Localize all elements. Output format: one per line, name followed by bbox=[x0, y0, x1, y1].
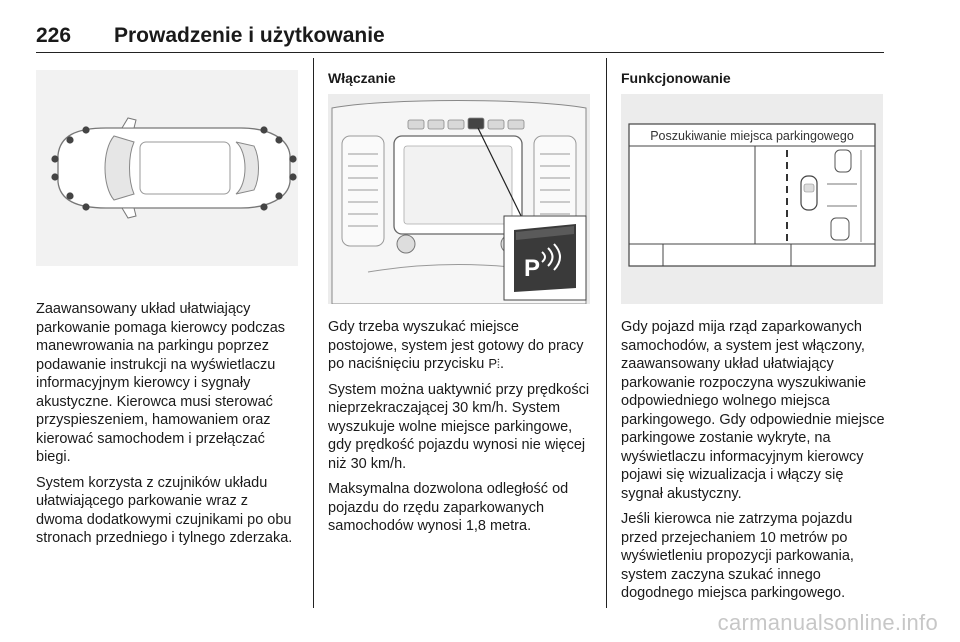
paragraph: System można uaktywnić przy prędkości nieprzekraczającej 30 km/h. System wyszukuje wolne miejsce parkingowe, gdy prędkość pojazdu wynosi nie więcej niż 30 km/h. bbox=[328, 381, 590, 472]
page-number: 226 bbox=[36, 24, 72, 47]
figure-driver-display bbox=[621, 94, 883, 304]
chapter-title: Prowadzenie i użytkowanie bbox=[114, 24, 385, 47]
column-divider bbox=[606, 58, 607, 608]
car-top-view-illustration bbox=[36, 70, 298, 266]
paragraph: Maksymalna dozwolona odległość od pojazdu do rzędu zaparkowanych samochodów wynosi 1,8 metra. bbox=[328, 481, 569, 534]
paragraph-end: . bbox=[499, 356, 505, 372]
page-header bbox=[36, 22, 884, 53]
watermark: carmanualsonline.info bbox=[717, 610, 938, 635]
display-illustration bbox=[621, 94, 883, 304]
paragraph-text: Gdy trzeba wyszukać miejsce postojowe, system jest gotowy do pracy po naciśnięciu przycisku bbox=[328, 319, 584, 372]
text-block bbox=[328, 318, 590, 536]
text-block bbox=[36, 300, 298, 548]
column-divider bbox=[313, 58, 314, 608]
parking-assist-icon: P⦙ bbox=[488, 356, 500, 371]
column-parking-sensors bbox=[36, 58, 298, 555]
paragraph: Gdy pojazd mija rząd zaparkowanych samochodów, a system jest włączony, zaawansowany układ ułatwiający parkowanie rozpoczyna wyszukiwanie odpowiedniego wolnego miejsca parkingowego. Gdy odpowiednie miejsce parkingowe zostanie wykryte, na wyświetlaczu informacyjnym kierowcy pojawi się wizualizacja i włączy się sygnał akustyczny. bbox=[621, 319, 885, 502]
section-heading: Włączanie bbox=[328, 70, 396, 86]
paragraph bbox=[328, 318, 590, 374]
column-function bbox=[621, 58, 885, 610]
column-activation bbox=[328, 58, 590, 543]
section-heading: Funkcjonowanie bbox=[621, 70, 731, 86]
paragraph: System korzysta z czujników układu ułatwiającego parkowanie wraz z dwoma dodatkowymi czujnikami po obu stronach przedniego i tylnego zderzaka. bbox=[36, 474, 293, 546]
figure-car-sensors bbox=[36, 70, 298, 266]
park-assist-button-label: P bbox=[524, 255, 541, 282]
display-title: Poszukiwanie miejsca parkingowego bbox=[650, 129, 854, 143]
figure-dashboard-button bbox=[328, 94, 590, 304]
paragraph: Zaawansowany układ ułatwiający parkowanie pomaga kierowcy podczas manewrowania na parkingu poprzez podawanie instrukcji na wyświetlaczu informacyjnym kierowcy i sygnały akustyczne. Kierowca musi sterować przyspieszeniem, hamowaniem oraz kierować samochodem i przełączać biegi. bbox=[36, 301, 286, 465]
dashboard-illustration bbox=[328, 94, 590, 304]
text-block bbox=[621, 318, 885, 603]
paragraph: Jeśli kierowca nie zatrzyma pojazdu przed przejechaniem 10 metrów po wyświetleniu propozycji parkowania, system zaczyna szukać innego dogodnego miejsca parkingowego. bbox=[621, 511, 854, 601]
